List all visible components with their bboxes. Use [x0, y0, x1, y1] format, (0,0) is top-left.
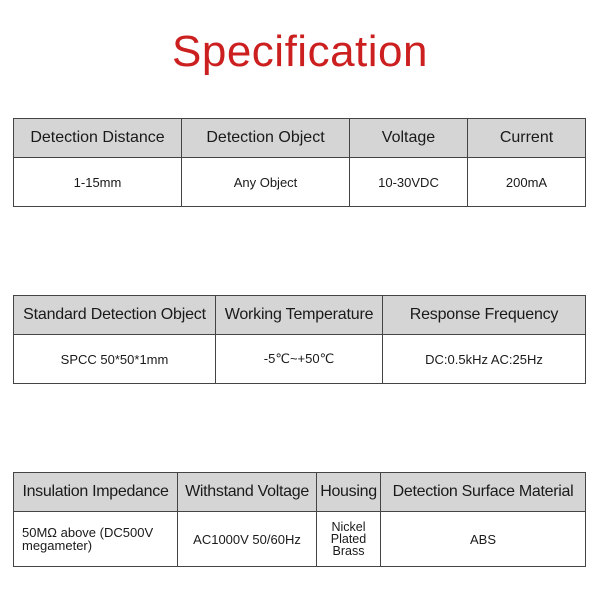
header-working-temperature: Working Temperature — [216, 296, 383, 335]
value-housing: Nickel Plated Brass — [317, 512, 381, 567]
value-detection-distance: 1-15mm — [14, 158, 182, 207]
header-withstand-voltage: Withstand Voltage — [178, 473, 317, 512]
table-header-row — [14, 473, 586, 512]
header-detection-distance: Detection Distance — [14, 119, 182, 158]
value-detection-surface-material: ABS — [381, 512, 586, 567]
value-voltage: 10-30VDC — [350, 158, 468, 207]
value-detection-object: Any Object — [182, 158, 350, 207]
table-row — [14, 158, 586, 207]
header-housing: Housing — [317, 473, 381, 512]
table-row — [14, 335, 586, 384]
value-withstand-voltage: AC1000V 50/60Hz — [178, 512, 317, 567]
table-row — [14, 512, 586, 567]
value-working-temperature: -5℃~+50℃ — [216, 335, 383, 384]
value-response-frequency: DC:0.5kHz AC:25Hz — [383, 335, 586, 384]
header-detection-surface-material: Detection Surface Material — [381, 473, 586, 512]
header-response-frequency: Response Frequency — [383, 296, 586, 335]
header-standard-detection-object: Standard Detection Object — [14, 296, 216, 335]
header-current: Current — [468, 119, 586, 158]
header-detection-object: Detection Object — [182, 119, 350, 158]
header-voltage: Voltage — [350, 119, 468, 158]
page-title: Specification — [172, 27, 428, 76]
value-standard-detection-object: SPCC 50*50*1mm — [14, 335, 216, 384]
header-insulation-impedance: Insulation Impedance — [14, 473, 178, 512]
value-current: 200mA — [468, 158, 586, 207]
spec-table-electrical — [13, 118, 586, 207]
table-header-row — [14, 119, 586, 158]
table-header-row — [14, 296, 586, 335]
spec-table-performance — [13, 295, 586, 384]
spec-table-physical — [13, 472, 586, 567]
value-insulation-impedance: 50MΩ above (DC500V megameter) — [14, 512, 178, 567]
